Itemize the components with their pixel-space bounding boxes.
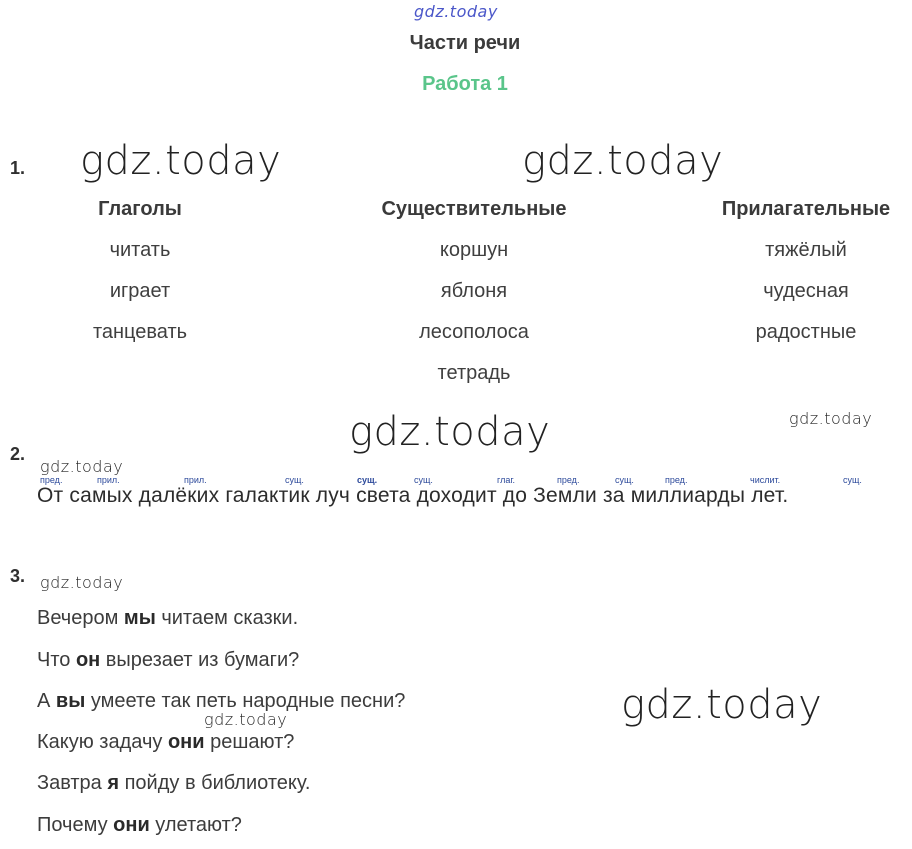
pronoun: я (107, 772, 120, 794)
pronoun: они (167, 731, 205, 753)
task-number: 2. (10, 444, 26, 464)
pos-label: сущ. (357, 475, 378, 485)
pos-label: сущ. (843, 475, 862, 485)
pos-label: сущ. (615, 475, 634, 485)
pos-label: пред. (665, 475, 688, 485)
sentence: Вечером мы читаем сказки. (37, 607, 299, 629)
column-adjectives (700, 196, 912, 360)
watermark: gdz.today (40, 457, 124, 476)
column-heading: Глаголы (98, 198, 182, 220)
watermark: gdz.today (349, 409, 551, 455)
pronoun: он (75, 649, 101, 671)
sentence: А вы умеете так петь народные песни? (37, 690, 406, 712)
watermark: gdz.today (621, 682, 823, 728)
pronoun: вы (55, 690, 86, 712)
watermark: gdz.today (40, 573, 124, 592)
watermark: gdz.today (522, 138, 724, 184)
pos-label: пред. (40, 475, 63, 485)
pos-label: глаг. (497, 475, 516, 485)
column-nouns (354, 196, 594, 401)
column-heading: Прилагательные (721, 198, 891, 220)
page-subtitle: Работа 1 (422, 73, 508, 95)
pos-label: числит. (750, 475, 781, 485)
watermark: gdz.today (80, 138, 282, 184)
watermark: gdz.today (204, 710, 288, 729)
pos-label: прил. (97, 475, 120, 485)
pos-label: пред. (557, 475, 580, 485)
word-item: яблоня (440, 280, 508, 302)
task-number: 1. (10, 158, 26, 178)
sentence: Что он вырезает из бумаги? (37, 649, 300, 671)
column-heading: Существительные (381, 198, 567, 220)
pronoun: мы (123, 607, 156, 629)
watermark: gdz.today (414, 2, 498, 21)
word-item: танцевать (92, 321, 188, 343)
pronoun: они (113, 814, 150, 836)
word-item: тяжёлый (765, 239, 847, 261)
watermark: gdz.today (789, 409, 873, 428)
column-verbs (60, 196, 220, 360)
word-item: чудесная (763, 280, 849, 302)
sentence: От самых далёких галактик луч света доходит до Земли за миллиарды лет. (37, 484, 789, 507)
word-item: читать (109, 239, 171, 261)
word-item: коршун (439, 239, 509, 261)
pos-label: прил. (184, 475, 207, 485)
page-title: Части речи (409, 32, 521, 54)
word-item: радостные (755, 321, 857, 343)
task-number: 3. (10, 566, 26, 586)
sentence: Какую задачу они решают? (37, 731, 295, 753)
pos-label: сущ. (285, 475, 304, 485)
sentence: Почему они улетают? (37, 814, 242, 836)
pos-label: сущ. (414, 475, 433, 485)
word-item: лесополоса (419, 321, 529, 343)
sentence: Завтра я пойду в библиотеку. (37, 772, 311, 794)
word-item: тетрадь (437, 362, 511, 384)
word-item: играет (109, 280, 171, 302)
